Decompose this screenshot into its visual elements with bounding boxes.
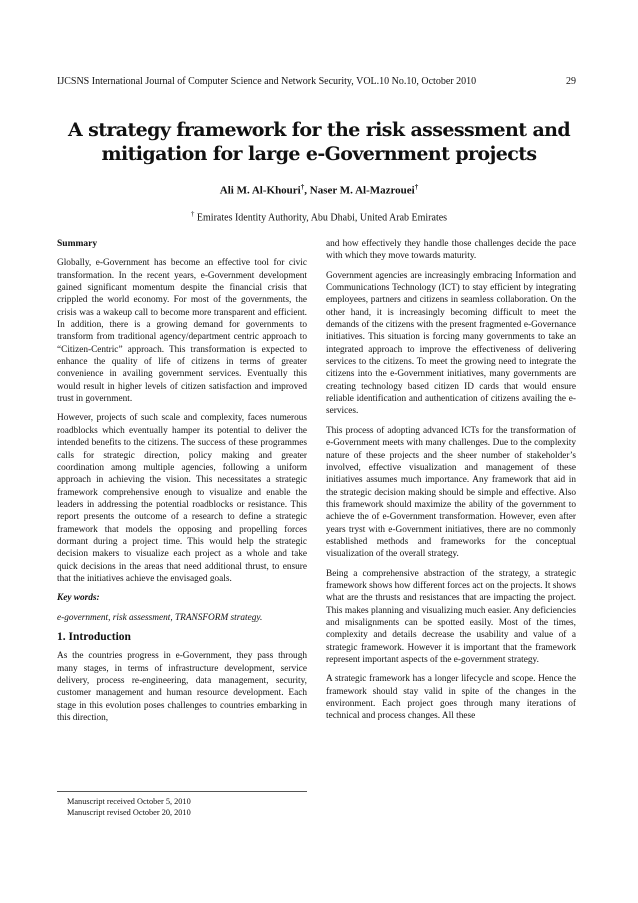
author-2: Naser M. Al-Mazrouei bbox=[309, 184, 415, 197]
author-1: Ali M. Al-Khouri bbox=[219, 184, 301, 197]
affiliation bbox=[0, 210, 638, 223]
footnote-divider bbox=[57, 791, 307, 792]
right-paragraph-3: Being a comprehensive abstraction of the strategy, a strategic framework shows how different forces act on the projects. It shows what are the thrusts and resistances that are impacting the project. This makes planning and visualizing much easier. Any deficiencies and misalignments can be spotted easily. Most of the times, complexity and details decrease the usability and value of a strategic framework. However it is important that the framework represent important aspects of the e-government strategy. bbox=[326, 568, 576, 665]
right-paragraph-1: Government agencies are increasingly embracing Information and Communications Technology (ICT) to stay efficient by integrating employees, partners and citizens in seamless collaboration. On the other hand, it is increasingly becoming difficult to meet the demands of the citizens with the present fragmented e-Governance initiatives. This situation is forcing many governments to take an integrated approach to improve the effectiveness of delivering services to the citizens. To meet the growing need to integrate the citizens into the e-Government initiatives, many governments are creating technology based citizen ID cards that would ensure reliable identification and authentication of citizens availing the e-services. bbox=[326, 270, 576, 417]
summary-paragraph-1: Globally, e-Government has become an effective tool for civic transformation. In the recent years, e-Government development gained significant momentum despite the financial crisis that crippled the world economy. For most of the governments, the crisis was a wakeup call to become more transparent and efficient. In addition, there is a growing demand for governments to transform from traditional agency/department centric approach to “Citizen-Centric” approach. This transformation is expected to enhance the quality of life of citizens in terms of greater convenience in availing government services. Eventually this would result in higher levels of citizen satisfaction and improved trust in government. bbox=[57, 258, 307, 405]
journal-name: IJCSNS International Journal of Computer Science and Network Security, VOL.10 No.10, October 2010 bbox=[57, 76, 477, 87]
affiliation-mark: † bbox=[190, 210, 195, 218]
right-column bbox=[326, 238, 576, 730]
page-number: 29 bbox=[566, 76, 576, 87]
author-list bbox=[0, 183, 638, 197]
right-paragraph-4: A strategic framework has a longer lifecycle and scope. Hence the framework should stay valid in spite of the changes in the environment. Each project goes through many iterations of technical and process changes. All these bbox=[326, 674, 576, 722]
left-column bbox=[57, 238, 307, 731]
right-paragraph-0: and how effectively they handle those challenges decide the pace with which they move towards maturity. bbox=[326, 239, 576, 262]
author-1-mark: † bbox=[300, 183, 305, 191]
right-paragraph-2: This process of adopting advanced ICTs for the transformation of e-Government meets with many challenges. Due to the complexity nature of these projects and the sheer number of stakeholder’s involved, effective visualization and management of these initiatives assumes much importance. Any framework that aid in the strategic decision making should be simple and effective. Also this framework should maximize the ability of the government to achieve the of e-Government transformation. However, even after years tryst with e-Government initiatives, there are no commonly established methods and frameworks for the conceptual visualization of the overall strategy. bbox=[326, 425, 576, 560]
footnotes bbox=[67, 797, 191, 818]
introduction-paragraph-1: As the countries progress in e-Government, they pass through many stages, in terms of infrastructure development, service delivery, process re-engineering, data management, security, customer management and human resource development. Each stage in this evolution poses challenges to countries embarking in this direction, bbox=[57, 651, 307, 724]
paper-title: A strategy framework for the risk assessment and mitigation for large e-Government projects bbox=[67, 119, 571, 165]
introduction-heading: 1. Introduction bbox=[57, 630, 131, 643]
keywords-text: e-government, risk assessment, TRANSFORM strategy. bbox=[57, 612, 263, 623]
footnote-received: Manuscript received October 5, 2010 bbox=[67, 797, 191, 806]
footnote-revised: Manuscript revised October 20, 2010 bbox=[67, 807, 191, 817]
running-header bbox=[57, 76, 576, 87]
author-separator: , bbox=[304, 184, 310, 197]
author-2-mark: † bbox=[414, 183, 419, 191]
summary-heading: Summary bbox=[57, 239, 98, 249]
summary-paragraph-2: However, projects of such scale and complexity, faces numerous roadblocks which eventually hamper its potential to deliver the intended benefits to the citizens. The success of these programmes calls for strategic direction, policy making and greater coordination among multiple agencies, following a uniform approach in achieving the vision. This necessitates a strategic framework comprehensive enough to visualize and enable the leaders in addressing the potential roadblocks or resistance. This report presents the outcome of a research to define a strategic framework that models the opposing and propelling forces dormant during a project time. This would help the strategic decision makers to visualize each project as a whole and take quick decisions in the areas that need additional thrust, to ensure that the initiatives achieve the envisaged goals. bbox=[57, 413, 307, 584]
keywords-heading: Key words: bbox=[57, 593, 100, 604]
affiliation-text: Emirates Identity Authority, Abu Dhabi, United Arab Emirates bbox=[196, 212, 448, 224]
